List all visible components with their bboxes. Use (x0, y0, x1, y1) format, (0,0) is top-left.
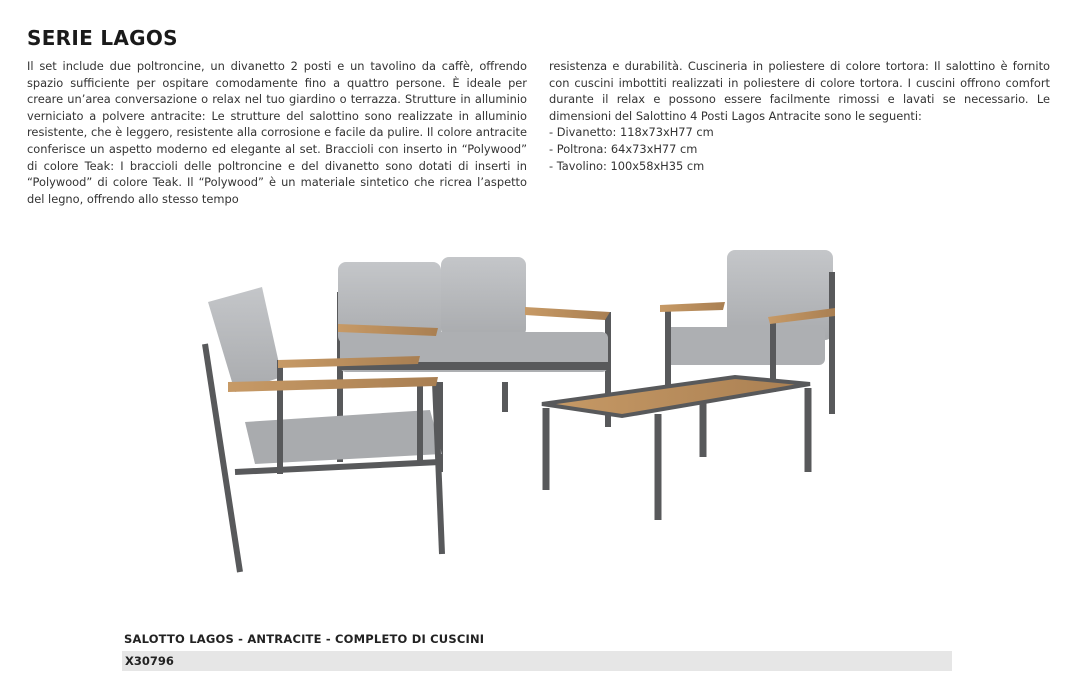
description-paragraph: Il set include due poltroncine, un divanetto 2 posti e un tavolino da caffè, offrendo spazio sufficiente per ospitare comodamente fino a quattro persone. È ideale per creare un’area conversazione o relax nel tuo giardino o terrazza. Strutture in alluminio verniciato a polvere antracite: Le strutture del salottino sono realizzate in alluminio resistente, che è leggero, resistente alla corrosione e facile da pulire. Il colore antracite conferisce un aspetto moderno ed elegante al set. Braccioli con inserto in “Polywood” di colore Teak: I braccioli delle poltroncine e del divanetto sono dotati di inserti in “Polywood” di colore Teak. Il “Polywood” è un materiale sintetico che ricrea l’aspetto del legno, offrendo allo stesso tempo (27, 59, 527, 206)
dimension-sofa: - Divanetto: 118x73xH77 cm (549, 125, 714, 140)
product-code: X30796 (125, 654, 174, 668)
product-code-bar (122, 651, 952, 671)
product-name: SALOTTO LAGOS - ANTRACITE - COMPLETO DI CUSCINI (124, 632, 485, 646)
page-title: SERIE LAGOS (27, 26, 178, 50)
product-photo (190, 232, 850, 587)
description-column-left (27, 58, 527, 207)
coffee-table (542, 377, 810, 520)
description-paragraph-continued: resistenza e durabilità. Cuscineria in poliestere di colore tortora: Il salottino è fornito con cuscini imbottiti realizzati in poliestere di colore tortora. I cuscini offrono comfort durante il relax e possono essere facilmente rimossi e lavati se necessario. Le dimensioni del Salottino 4 Posti Lagos Antracite sono le seguenti: (549, 59, 1050, 123)
dimensions-list (549, 124, 1050, 174)
dimension-table: - Tavolino: 100x58xH35 cm (549, 158, 705, 173)
dimension-armchair: - Poltrona: 64x73xH77 cm (549, 141, 698, 156)
description-column-right (549, 58, 1050, 174)
